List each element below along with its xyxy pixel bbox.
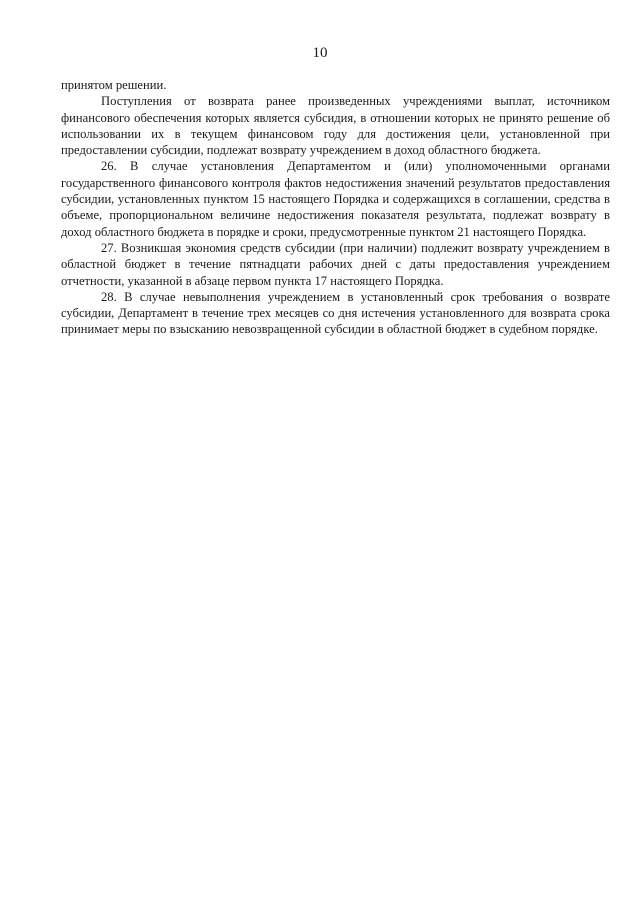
paragraph-item-26: 26. В случае установления Департаментом и (или) уполномоченными органами государственного финансового контроля фактов недостижения значений результатов предоставления субсидии, установленных пунктом 15 настоящего Порядка и содержащихся в соглашении, средства в объеме, пропорциональном величине недостижения показателя результата, подлежат возврату в доход областного бюджета в порядке и сроки, предусмотренные пунктом 21 настоящего Порядка. (61, 159, 610, 239)
paragraph-item-28: 28. В случае невыполнения учреждением в установленный срок требования о возврате субсидии, Департамент в течение трех месяцев со дня истечения установленного для возврата срока принимает меры по взысканию невозвращенной субсидии в областной бюджет в судебном порядке. (61, 289, 610, 337)
page-number: 10 (312, 45, 328, 61)
paragraph-item-27: 27. Возникшая экономия средств субсидии (при наличии) подлежит возврату учреждением в областной бюджет в течение пятнадцати рабочих дней с даты предоставления учреждением отчетности, указанной в абзаце первом пункта 17 настоящего Порядка. (61, 240, 610, 288)
paragraph-returns: Поступления от возврата ранее произведенных учреждениями выплат, источником финансового обеспечения которых является субсидия, в отношении которых не принято решение об использовании их в текущем финансовом году для достижения цели, установленной при предоставлении субсидии, подлежат возврату учреждением в доход областного бюджета. (61, 94, 610, 158)
paragraph-continuation: принятом решении. (61, 78, 167, 92)
document-body (61, 77, 610, 338)
